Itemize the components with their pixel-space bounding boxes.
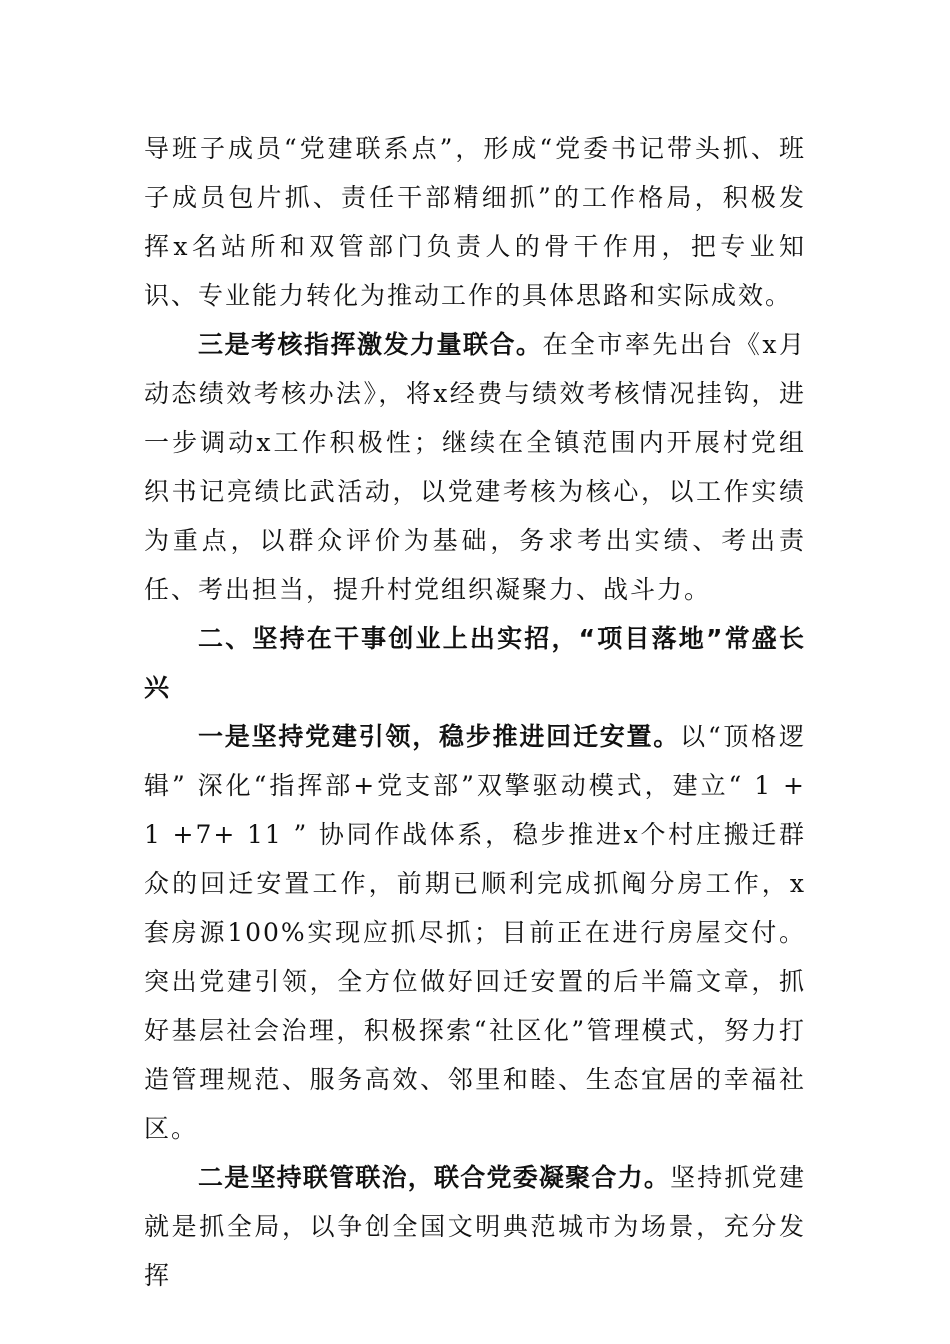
paragraph-lead: 二是坚持联管联治，联合党委凝聚合力。	[198, 1163, 671, 1192]
paragraph-text: 导班子成员“党建联系点”，形成“党委书记带头抓、班子成员包片抓、责任干部精细抓”的工作格局，积极发挥x名站所和双管部门负责人的骨干作用，把专业知识、专业能力转化为推动工作的具体思路和实际成效。	[144, 134, 806, 310]
document-body	[144, 124, 806, 1300]
paragraph-text: 坚持抓党建就是抓全局，以争创全国文明典范城市为场景，充分发挥	[144, 1163, 806, 1290]
section-heading: 二、坚持在干事创业上出实招，“项目落地”常盛长兴	[144, 624, 806, 702]
paragraph-lead: 一是坚持党建引领，稳步推进回迁安置。	[198, 722, 681, 751]
paragraph-joint-governance	[144, 1153, 806, 1300]
paragraph-lead: 三是考核指挥激发力量联合。	[198, 330, 543, 359]
paragraph-assessment	[144, 320, 806, 614]
paragraph-relocation	[144, 712, 806, 1153]
paragraph-text: 以“顶格逻辑” 深化“指挥部+党支部”双擎驱动模式，建立“ 1 + 1 +7+ 11 ” 协同作战体系，稳步推进x个村庄搬迁群众的回迁安置工作，前期已顺利完成抓阄分房工作，x套房源100%实现应抓尽抓；目前正在进行房屋交付。突出党建引领，全方位做好回迁安置的后半篇文章，抓好基层社会治理，积极探索“社区化”管理模式，努力打造管理规范、服务高效、邻里和睦、生态宜居的幸福社区。	[144, 722, 806, 1143]
paragraph-continuation	[144, 124, 806, 320]
paragraph-text: 在全市率先出台《x月动态绩效考核办法》，将x经费与绩效考核情况挂钩，进一步调动x工作积极性；继续在全镇范围内开展村党组织书记亮绩比武活动，以党建考核为核心，以工作实绩为重点，以群众评价为基础，务求考出实绩、考出责任、考出担当，提升村党组织凝聚力、战斗力。	[144, 330, 806, 604]
